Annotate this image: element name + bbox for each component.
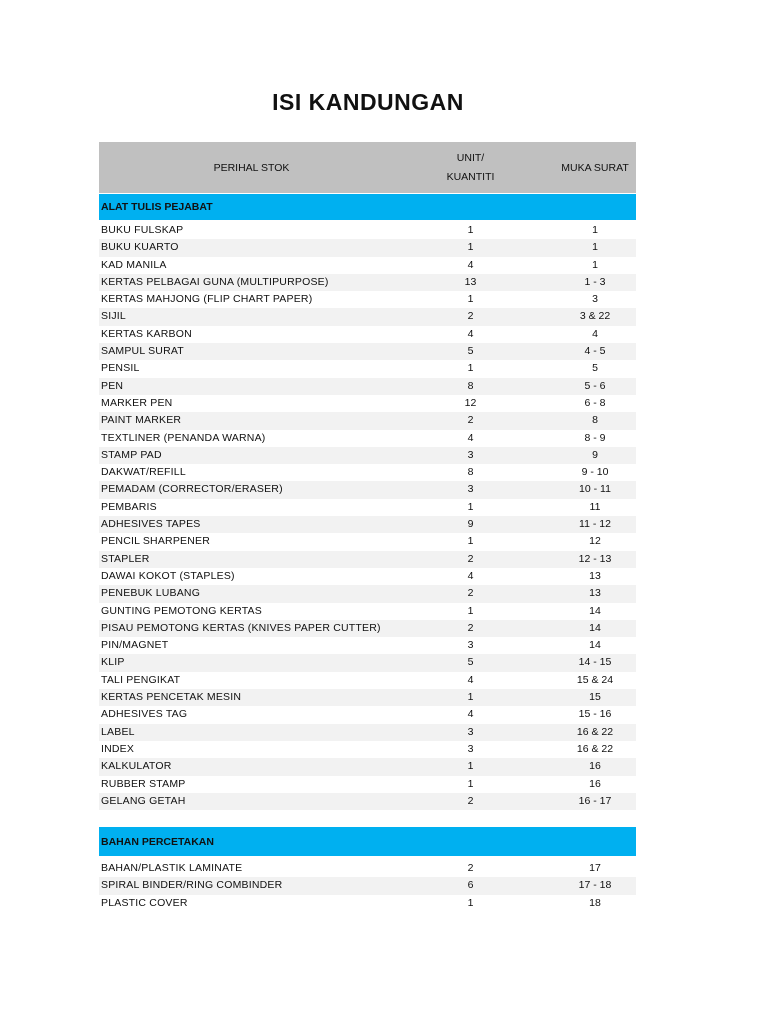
page-cell: 13 (589, 587, 601, 600)
page-cell: 15 - 16 (578, 708, 612, 721)
table-row (99, 257, 636, 274)
item-cell: BAHAN/PLASTIK LAMINATE (101, 862, 243, 875)
quantity-cell: 1 (467, 777, 474, 790)
table-row (99, 689, 636, 706)
table-row (99, 706, 636, 723)
page-cell: 3 (592, 293, 598, 306)
quantity-cell: 9 (467, 518, 474, 531)
table-row (99, 895, 636, 912)
table-row (99, 793, 636, 810)
table-row (99, 672, 636, 689)
quantity-cell: 3 (467, 483, 474, 496)
table-row (99, 654, 636, 671)
contents-table (99, 142, 636, 912)
item-cell: PENEBUK LUBANG (101, 587, 201, 600)
table-row (99, 533, 636, 550)
page-cell: 9 (592, 448, 598, 461)
page-cell: 16 - 17 (578, 794, 612, 807)
item-cell: GUNTING PEMOTONG KERTAS (101, 604, 262, 617)
quantity-cell: 13 (464, 275, 477, 288)
table-row (99, 222, 636, 239)
quantity-cell: 8 (467, 379, 474, 392)
item-cell: GELANG GETAH (101, 794, 186, 807)
item-cell: KALKULATOR (101, 760, 172, 773)
quantity-cell: 4 (467, 569, 474, 582)
header-unit-line: UNIT/ (456, 152, 485, 164)
table-row (99, 343, 636, 360)
header-muka-surat: MUKA SURAT (561, 161, 629, 174)
item-cell: PLASTIC COVER (101, 896, 188, 909)
page-cell: 17 (589, 862, 601, 875)
table-row (99, 326, 636, 343)
quantity-cell: 1 (467, 604, 474, 617)
quantity-cell: 5 (467, 656, 474, 669)
table-row (99, 447, 636, 464)
item-cell: PISAU PEMOTONG KERTAS (KNIVES PAPER CUTTER) (101, 621, 381, 634)
item-cell: PIN/MAGNET (101, 639, 169, 652)
quantity-cell: 4 (467, 708, 474, 721)
table-row (99, 860, 636, 877)
page-cell: 15 & 24 (576, 673, 614, 686)
quantity-cell: 4 (467, 258, 474, 271)
quantity-cell: 1 (467, 224, 474, 236)
item-cell: INDEX (101, 742, 135, 755)
table-row (99, 724, 636, 741)
item-cell: SIJIL (101, 310, 126, 323)
item-cell: RUBBER STAMP (101, 777, 186, 790)
table-row (99, 499, 636, 516)
item-cell: ADHESIVES TAPES (101, 518, 201, 531)
quantity-cell: 2 (467, 862, 474, 875)
page-cell: 4 (592, 327, 598, 340)
page-cell: 1 (592, 224, 598, 236)
table-row (99, 378, 636, 395)
table-row (99, 637, 636, 654)
item-cell: LABEL (101, 725, 135, 738)
table-row (99, 239, 636, 256)
item-cell: KERTAS PENCETAK MESIN (101, 691, 242, 704)
item-cell: TALI PENGIKAT (101, 673, 181, 686)
quantity-cell: 3 (467, 448, 474, 461)
quantity-cell: 2 (467, 794, 474, 807)
item-cell: DAWAI KOKOT (STAPLES) (101, 569, 235, 582)
quantity-cell: 3 (467, 725, 474, 738)
quantity-cell: 4 (467, 673, 474, 686)
item-cell: KERTAS PELBAGAI GUNA (MULTIPURPOSE) (101, 275, 329, 288)
page-cell: 5 - 6 (584, 379, 606, 392)
item-cell: KAD MANILA (101, 258, 167, 271)
item-cell: TEXTLINER (PENANDA WARNA) (101, 431, 266, 444)
item-cell: MARKER PEN (101, 396, 173, 409)
page-cell: 16 & 22 (576, 725, 614, 738)
item-cell: SAMPUL SURAT (101, 345, 184, 358)
table-header (99, 142, 636, 193)
page-cell: 4 - 5 (584, 345, 606, 358)
table-row (99, 758, 636, 775)
table-row (99, 516, 636, 533)
page-cell: 18 (589, 896, 601, 909)
page-cell: 16 & 22 (576, 742, 614, 755)
table-row (99, 585, 636, 602)
page-cell: 6 - 8 (584, 396, 606, 409)
quantity-cell: 12 (464, 396, 477, 409)
quantity-cell: 1 (467, 691, 474, 704)
page-cell: 1 (592, 241, 598, 254)
quantity-cell: 1 (467, 896, 474, 909)
table-row (99, 481, 636, 498)
quantity-cell: 4 (467, 431, 474, 444)
table-row (99, 741, 636, 758)
item-cell: KERTAS MAHJONG (FLIP CHART PAPER) (101, 293, 313, 306)
table-row (99, 412, 636, 429)
page-cell: 1 - 3 (584, 275, 606, 288)
quantity-cell: 2 (467, 414, 474, 427)
item-cell: KLIP (101, 656, 125, 669)
quantity-cell: 1 (467, 760, 474, 773)
table-row (99, 568, 636, 585)
page-cell: 1 (592, 258, 598, 271)
page-cell: 14 - 15 (578, 656, 612, 669)
quantity-cell: 1 (467, 362, 474, 375)
table-row (99, 308, 636, 325)
quantity-cell: 1 (467, 293, 474, 306)
table-row (99, 603, 636, 620)
page-cell: 3 & 22 (579, 310, 611, 323)
page-cell: 12 (589, 535, 601, 548)
page-cell: 17 - 18 (578, 879, 612, 892)
quantity-cell: 2 (467, 587, 474, 600)
page-cell: 14 (589, 621, 601, 634)
item-cell: BUKU FULSKAP (101, 224, 184, 236)
table-row (99, 877, 636, 894)
item-cell: PEMADAM (CORRECTOR/ERASER) (101, 483, 283, 496)
item-cell: KERTAS KARBON (101, 327, 192, 340)
quantity-cell: 3 (467, 639, 474, 652)
page-cell: 15 (589, 691, 601, 704)
page-cell: 12 - 13 (578, 552, 612, 565)
quantity-cell: 6 (467, 879, 474, 892)
quantity-cell: 1 (467, 535, 474, 548)
table-row (99, 551, 636, 568)
page-cell: 8 (592, 414, 598, 427)
section-header: BAHAN PERCETAKAN (99, 827, 636, 856)
page-cell: 16 (589, 760, 601, 773)
page-cell: 14 (589, 639, 601, 652)
page-cell: 10 - 11 (579, 483, 611, 496)
page-cell: 16 (589, 777, 601, 790)
header-perihal-stok: PERIHAL STOK (213, 161, 290, 174)
table-row (99, 291, 636, 308)
quantity-cell: 2 (467, 621, 474, 634)
item-cell: STAPLER (101, 552, 150, 565)
table-row (99, 776, 636, 793)
item-cell: ADHESIVES TAG (101, 708, 188, 721)
table-row (99, 464, 636, 481)
header-kuantiti-line: KUANTITI (446, 171, 495, 183)
quantity-cell: 2 (467, 310, 474, 323)
item-cell: PENSIL (101, 362, 140, 375)
page-cell: 14 (589, 604, 601, 617)
table-row (99, 620, 636, 637)
page-cell: 8 - 9 (584, 431, 606, 444)
quantity-cell: 3 (467, 742, 474, 755)
table-body (99, 194, 636, 912)
header-unit-kuantiti (404, 149, 537, 187)
table-row (99, 360, 636, 377)
item-cell: PEN (101, 379, 124, 392)
table-row (99, 395, 636, 412)
quantity-cell: 2 (467, 552, 474, 565)
item-cell: STAMP PAD (101, 448, 162, 461)
quantity-cell: 1 (467, 500, 474, 513)
item-cell: PENCIL SHARPENER (101, 535, 211, 548)
table-row (99, 430, 636, 447)
page-cell: 9 - 10 (581, 466, 609, 479)
quantity-cell: 5 (467, 345, 474, 358)
section-header: ALAT TULIS PEJABAT (99, 194, 636, 220)
quantity-cell: 4 (467, 327, 474, 340)
page-cell: 11 - 12 (579, 518, 611, 531)
item-cell: PAINT MARKER (101, 414, 182, 427)
item-cell: PEMBARIS (101, 500, 157, 513)
page-cell: 11 (589, 500, 601, 513)
item-cell: DAKWAT/REFILL (101, 466, 186, 479)
item-cell: BUKU KUARTO (101, 241, 179, 254)
document-title: ISI KANDUNGAN (272, 89, 464, 115)
page-cell: 5 (592, 362, 598, 375)
quantity-cell: 8 (467, 466, 474, 479)
table-row (99, 274, 636, 291)
page-cell: 13 (589, 569, 601, 582)
item-cell: SPIRAL BINDER/RING COMBINDER (101, 879, 283, 892)
quantity-cell: 1 (467, 241, 474, 254)
